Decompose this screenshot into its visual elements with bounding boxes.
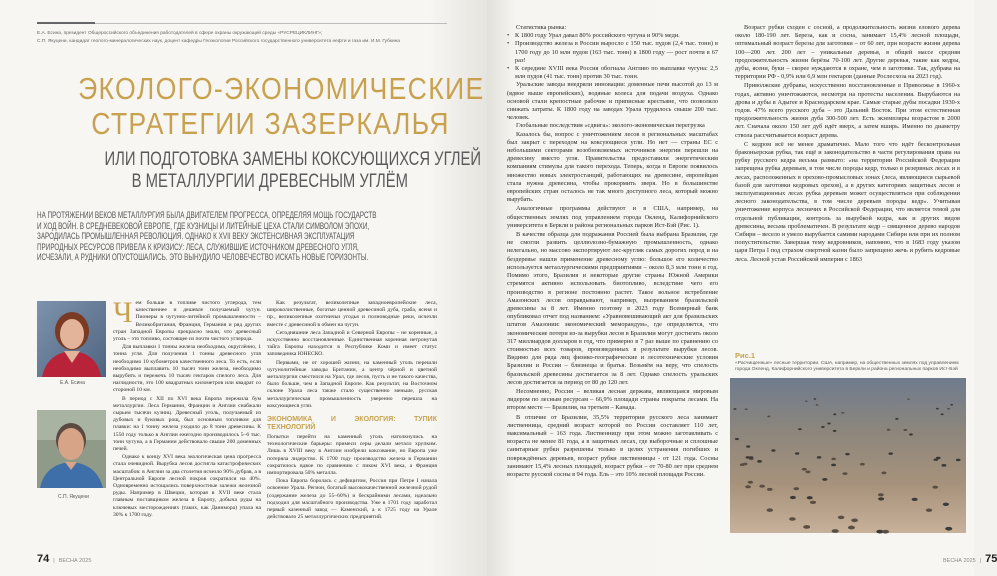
author-photo-caption: Е.А. Есина [60,380,85,386]
tree-stump [735,438,739,440]
subtitle-text: ИЛИ ПОДГОТОВКА ЗАМЕНЫ КОКСУЮЩИХСЯ УГЛЕЙ [104,148,482,170]
paragraph: Уральские заводы внедряли инновации: доменные печи высотой до 13 м (вдвое выше европейских), водяные колеса для подачи воздуха. Однако основой стали крепостные рабочие и приписные крестьяне, что позволяло снижать затраты. К 1800 году на заводах Урала трудилось свыше 200 тыс. человек. [507,81,718,122]
author-photo-yakutseni [37,410,106,488]
top-rule [37,23,447,24]
tree-stump [882,530,889,534]
lead-line: ПРИРОДНЫХ РЕСУРСОВ ПРИВЕЛА К КРИЗИСУ: ЛЕСА, СЛУЖИВШИЕ ИСТОЧНИКОМ ДРЕВЕСНОГО УГЛЯ, [37,241,359,253]
tree-stump [943,503,949,506]
stats-list [507,32,718,81]
subtitle-text: В МЕТАЛЛУРГИИ ДРЕВЕСНЫМ УГЛЁМ [131,170,409,192]
text-column-4 [735,24,960,264]
tree-stump [926,508,932,511]
tree-stump [887,429,891,431]
tree-stump [733,408,736,410]
paragraph: В качестве образца для подражания Россией была выбрана Бразилия, где не смогли развить целлюлозно-бумажную промышленность, однако нелегально, но массово экспортируют лес-кругляк самых дорогих пород и на бездеревье нашли применение древесному углю: большое его количество используется металлургическими предприятиями – около 8,3 млн тонн в год. Помимо этого, Бразилия и некоторые другие страны Южной Америки стремятся активно использовать биотопливо, вследствие чего его производство в регионе постоянно растет. Такое вольное истребление Амазонских лесов оправдывают, например, вызреванием бразильской древесины за 8 лет. Именно поэтому в 2023 году Всемирный банк опубликовал отчет под названием: «Уравновешивающий акт для бразильских штатов Амазонии: экономический меморандум», где определяется, что экономические потери из-за вырубки лесов в Бразилии могут достигать около 317 миллиардов долларов в год, что примерно в 7 раз выше по сравнению со стоимостью всех товаров, произведенных в результате вырубки лесов. Видимо для ряда лиц физико-географические и лесотехнические условия Бразилии и России – близнецы и братья. Возьмём на веру, что спелость бразильской древесины достигается за 8 лет. Однако спелость уральских лесов достигается за период от 80 до 120 лет. [507,231,718,386]
tree-stump [746,445,750,447]
tree-stump [936,457,941,460]
article-title-line-2 [45,107,495,141]
author-photo-esina [37,301,106,377]
stats-title: Статистика рынка: [516,24,567,31]
lead-line: И ХОД ВОЙН. В СРЕДНЕВЕКОВОЙ ЕВРОПЕ, ГДЕ КУЗНИЦЫ И ЛИТЕЙНЫЕ ЦЕХА СТАЛИ СИМВОЛОМ ЭПОХИ, [37,220,370,232]
tree-stump [831,464,836,467]
tree-stump [932,486,938,489]
tree-stump [888,452,893,454]
tree-stump [807,496,813,499]
tree-stump [838,516,845,520]
tree-stump [907,398,910,400]
tree-stump [759,485,765,488]
lead-line: ИСЧЕЗАЛИ, А РУДНИКИ ОПУСТОШАЛИСЬ. ЭТО ВЫНУДИЛО ЧЕЛОВЕЧЕСТВО ИСКАТЬ НОВЫЕ ГОРИЗОНТЫ. [37,252,369,263]
paragraph: Возраст рубки сходен с сосной, а продолжительность жизни елового дерева около 180-190 лет. Береза, как и сосна, занимает 15,4% лесной площади, оптимальный возраст березы для заготовки – от 60 лет, при возрасте жизни дерева 100—200 лет. 200 лет – уникальные деревья, в общей массе средняя продолжительность жизни берёзы 70-100 лет. Другие деревья, такие как кедры, дубы, ясени, буки – скорее нуждаются в охране, чем в заготовке. Так, дубрава на территории РФ - 0,9% или 6,9 млн гектаров (данные Рослесхоза на 2023 год). [735,24,960,81]
byline-author-2: С.П. Якуцени, кандидат геолого-минералогических наук, доцент кафедры Геоэкологии Российского государственного университета нефти и газа им. И.М. Губкина [37,39,400,44]
tree-stump [833,430,837,432]
left-page [0,0,487,576]
author-photo-caption: С.П. Якуцени [58,494,89,500]
tree-stump [789,517,796,521]
tree-stump [851,519,858,523]
stats-bullet: • К середине XVIII века Россия обогнала Англию по выплавке чугуна: 2,5 млн пудов (41 тыс. тонн) против 30 тыс. тонн. [507,65,718,81]
article-subtitle-line-1 [45,149,495,170]
tree-stump [822,478,827,481]
footer-separator: | [979,558,982,564]
byline-author-1: Е.А. Есина, президент Общероссийского объединения работодателей в сфере охраны окружающей среды «РУСРЕЦИКЛИНГ»; [37,31,323,36]
issue-label: ВЕСНА 2025 [58,558,92,564]
paragraph: Несомненно, Россия – великая лесная держава, являющаяся мировым лидером по лесным ресурсам – 66,9% площади страны покрыты лесами. На втором месте — Бразилия, на третьем – Канада. [507,387,718,412]
lead-line: НА ПРОТЯЖЕНИИ ВЕКОВ МЕТАЛЛУРГИЯ БЫЛА ДВИГАТЕЛЕМ ПРОГРЕССА, ОПРЕДЕЛЯЯ МОЩЬ ГОСУДАРСТВ [37,210,377,221]
tree-stump [950,404,953,406]
text-column-3 [507,24,718,479]
tree-stump [745,408,748,410]
paragraph: Приволжские дубравы, искусственно восстановленные в Приволжье в 1960-х годах, активно уничтожаются, несмотря на протесты населения. Вырубаются на дрова и дубы в Адыгее и Краснодарском крае. Самые старые дубы посадки 1930-х годов. 47% всего русского дуба – это Дальний Восток. При этом естественная продолжительность жизни дуба 300-500 лет. Есть экземпляры возрастом в 2000 лет. Сначала около 150 лет дуб идёт вверх, а затем вширь. Именно по диаметру ствола рассчитывается возраст дерева. [735,82,960,139]
paragraph: Попытки перейти на каменный уголь натолкнулись на технологические барьеры: примеси серы делали металл хрупким. Лишь в XVIII веку в Англии изобрели коксование, но Европа уже потеряла лидерство. К 1700 году производство железа в Германии сократилось вдвое по сравнению с пиком XVI века, а Франция импортировала 50% металла. [267,434,437,477]
tree-stump [941,413,944,415]
tree-stump [767,488,773,491]
text-column-1 [113,296,261,519]
footer-separator: | [53,558,55,564]
paragraph: В период с XII по XVI века Европа пережила бум металлургии. Леса Германии, Франции и Англии снабжали сырьем тысячи кузниц. Древесный уголь, получаемый из дубовых и буковых рощ, был основным топливом для плавки: на 1 тонну железа уходило до 8 тонн древесины. К 1550 году только в Англии ежегодно производилось 5–6 тыс. тонн чугуна, а в Германии действовало свыше 200 доменных печей. [113,395,261,453]
tree-stump [909,433,913,435]
article-title-line-1 [45,72,495,106]
tree-stump [757,460,762,463]
tree-stump [771,449,775,451]
tree-stump [745,456,750,459]
tree-stump [821,426,825,428]
stats-bullet: • Производство железа в России выросло с 150 тыс. пудов (2,4 тыс. тонн) в 1700 году до 10 млн пудов (163 тыс. тонн) в 1800 году — рост почти в 67 раз! [507,40,718,65]
tree-stump [805,470,810,473]
paragraph: Глобальные последствия «сдвига»: эколого-экономическая перегрузка [516,122,705,130]
tree-stump [860,463,865,466]
paragraph: Для выплавки 1 тонны железа необходима, округлённо, 1 тонна угля. Для получения 1 тонны древесного угля необходимо 10 кубометров качественного леса. То есть, если необходимо выплавить 10 тысяч тонн железа, необходимо вырубить и пережечь 10 тысяч гектаров спелого леса. Для наглядности, это 100 квадратных километров или квадрат со стороной 10 км. [113,344,261,394]
section-heading: ЭКОНОМИКА И ЭКОЛОГИЯ: ТУПИК ТЕХНОЛОГИЙ [267,416,437,432]
title-text: ЭКОЛОГО-ЭКОНОМИЧЕСКИЕ [78,71,485,106]
tree-stump [831,458,836,461]
stats-bullet: • К 1800 году Урал давал 80% российского чугуна и 90% меди. [507,32,718,40]
paragraph: Первыми, не от хорошей жизни, на каменный уголь перешли чугунолитейные заводы Британии, а центр чёрной и цветной металлургии сместился на Урал, где лесов, пусть и не такого качества, было больше, чем в Западной Европе. Как результат, на Восточном склоне Урала леса также стало существенно меньше, русская металлургическая промышленность уверенно перешла на коксующиеся угли. [267,359,437,409]
tree-stump [827,423,831,425]
footer-left [37,549,91,567]
tree-stump [936,408,939,410]
paragraph: ем больше в топливе чистого углерода, тем качественнее и дешевле получаемый чугун. Пионеры в чугунно-литейной промышленности – Великобритания, Франция, Германия и ряд других стран Западной Европы прекрасно знали, что древесный уголь – это топливо, состоящее из почти чистого углерода. [113,300,261,343]
tree-stump [941,464,946,467]
tree-stump [743,463,748,466]
tree-stump [748,481,753,484]
tree-stump [845,453,850,455]
tree-stump [767,508,773,511]
paragraph: Сегодняшние леса Западной и Северной Европы – не коренные, а искусственно восстановленные. Единственная коренная нетронутая тайга Европы находится в Республике Коми и имеет статус заповедника ЮНЕСКО. [267,329,437,358]
tree-stump [832,529,839,533]
paragraph: С кедром всё не менее драматично. Мало того что идёт бесконтрольная браконьерская рубка, так ещё и законодательство в части регулирования права на рубку русского кедра весьма размыто: «на территории Российской Федерации запрещена рубка деревьев, в том числе породы кедр, только в резервных лесах и в лесах, расположенных в орехово-промысловых зонах (леса, являющиеся сырьевой базой для заготовки кедровых орехов), а в других категориях защитных лесов и эксплуатационных лесах рубка деревьев может осуществляться при соблюдении лесного законодательства, в том числе деревьев породы кедр». Учитывая уничтожение корпуса лесничих в Российской Федерации, что является темой для отдельной публикации, контроль за вырубкой кедра, как и других видов древесины, весьма проблематичен. В результате кедр – священное дерево народов Сибири – весело и умело вырубается самими народами Сибири или при их полном попустительстве. Завершая тему кедровников, напомню, что в 1683 году указом царя Петра I под страхом смертной казни было запрещено жечь и рубить кедровые леса. Лесной устав Российской империи с 1863 [735,140,960,263]
article-subtitle-line-2 [45,171,495,192]
tree-stump [903,429,907,431]
paragraph: Аналогичные программы действуют и в США, например, на общественных землях под управлением города Окленд, Калифорнийского университета в Беркли и района региональных парков Ист-Бэй (Рис. 1). [507,205,718,229]
tree-stump [895,418,898,420]
tree-stump [842,472,847,475]
tree-stump [878,493,884,496]
paragraph: Как результат, великолепные западноевропейские леса, широколиственные, богатые ценной древесиной дуба, граба, ясеня и пр., великолепные охотничьи угодья и полноводные реки, исчезли вместе с древесиной в обмен на чугун. [267,300,437,328]
tree-stump [817,456,822,459]
title-text: СТРАТЕГИИ ЗАЗЕРКАЛЬЯ [90,106,450,141]
tree-stump [878,497,884,500]
paragraph: В отличие от Бразилии, 35,5% территории русского леса занимает лиственница, средний возраст которой по России составляет 110 лет, максимальный – 163 года. Лиственницу при этом можно заготавливать с возраста не менее 81 года, а в защитных лесах, где выборочные и сплошные санитарные рубки разрешены только в целях устранения погибших и повреждённых деревьев, возраст рубки лиственницы - от 121 года. Сосны занимают 15,4% лесных площадей, возраст рубки – от 70-80 лет при среднем возрасте русской сосны в 94 года. Ель – это 10% лесной площади России. [507,413,718,478]
tree-stump [803,525,810,529]
figure-photo-cleared-forest [730,378,966,533]
tree-stump [833,413,836,415]
tree-stump [793,487,799,490]
tree-stump [881,472,886,475]
paragraph: Однако к концу XVI века экологическая цена прогресса стала очевидной. Вырубка лесов достигла катастрофических масштабов: в Англии за два столетия исчезло 90% дубрав, а в Центральной Европе лесной покров сократился на 40%. Одновременно истощались поверхностные залежи железной руды. Например в Швеции, которая в XVII веке стала главным поставщиком железа в Европу, добыча руды на ключевых месторождениях (таких, как Даннмора) упала на 30% к 1700 году. [113,454,261,518]
top-rule-accent [37,22,95,24]
tree-stump [795,452,800,454]
tree-stump [956,459,961,462]
tree-stump [814,398,817,400]
tree-stump [841,412,844,414]
page-number: 75 [985,553,997,565]
figure-caption: «Расчищенные» лесные территории. США, например, на общественных землях под управлением города Окленд, Калифорнийского университета в Беркли и района региональных парков Ист-Бэй [735,361,959,373]
lead-line: ЗАРОДИЛАСЬ ПРОМЫШЛЕННАЯ РЕВОЛЮЦИЯ. ОДНАКО К XVII ВЕКУ ЭКСТЕНСИВНАЯ ЭКСПЛУАТАЦИЯ [37,231,355,242]
tree-stump [947,408,950,410]
drop-cap: Ч [113,296,133,329]
page-number: 74 [37,553,50,565]
tree-stump [802,468,807,471]
tree-stump [790,496,796,499]
tree-stump [810,501,816,504]
tree-stump [798,428,802,430]
tree-stump [745,485,751,488]
text-column-2 [267,300,437,521]
paragraph: Пока Европа боролась с дефицитом, Россия при Петре I начала освоение Урала. Регион, богатый высококачественной железной рудой (содержание железа до 55–60%) и бескрайними лесами, идеально подходил для масштабного производства. Уже в 1701 году заработал первый казенный завод — Каменский, а к 1725 году на Урале действовало 25 металлургических предприятий. [267,478,437,521]
paragraph: Казалось бы, вопрос с уничтожением лесов в региональных масштабах был закрыт с переходом на коксующиеся угли. Но нет — страны ЕС с небольшими секторами возобновляемых источников энергии перешли на древесину вместо угля. Правительства предоставили энергетическим компаниям стимулы для такого перехода. Теперь, когда в Европе появилось множество новых электростанций, работающих на древесине, европейцам стала нужна древесина, чтобы прокормить зверя. Но в большинстве европейских стран осталось не так много доступного леса, который можно вырубать. [507,130,718,204]
tree-stump [848,526,855,530]
tree-stump [912,498,918,501]
tree-stump [805,400,808,402]
tree-stump [945,527,952,531]
tree-stump [767,416,770,418]
issue-label: ВЕСНА 2025 [943,558,976,564]
footer-right [943,549,997,567]
tree-stump [816,404,819,406]
figure-label: Рис.1 [735,351,756,360]
